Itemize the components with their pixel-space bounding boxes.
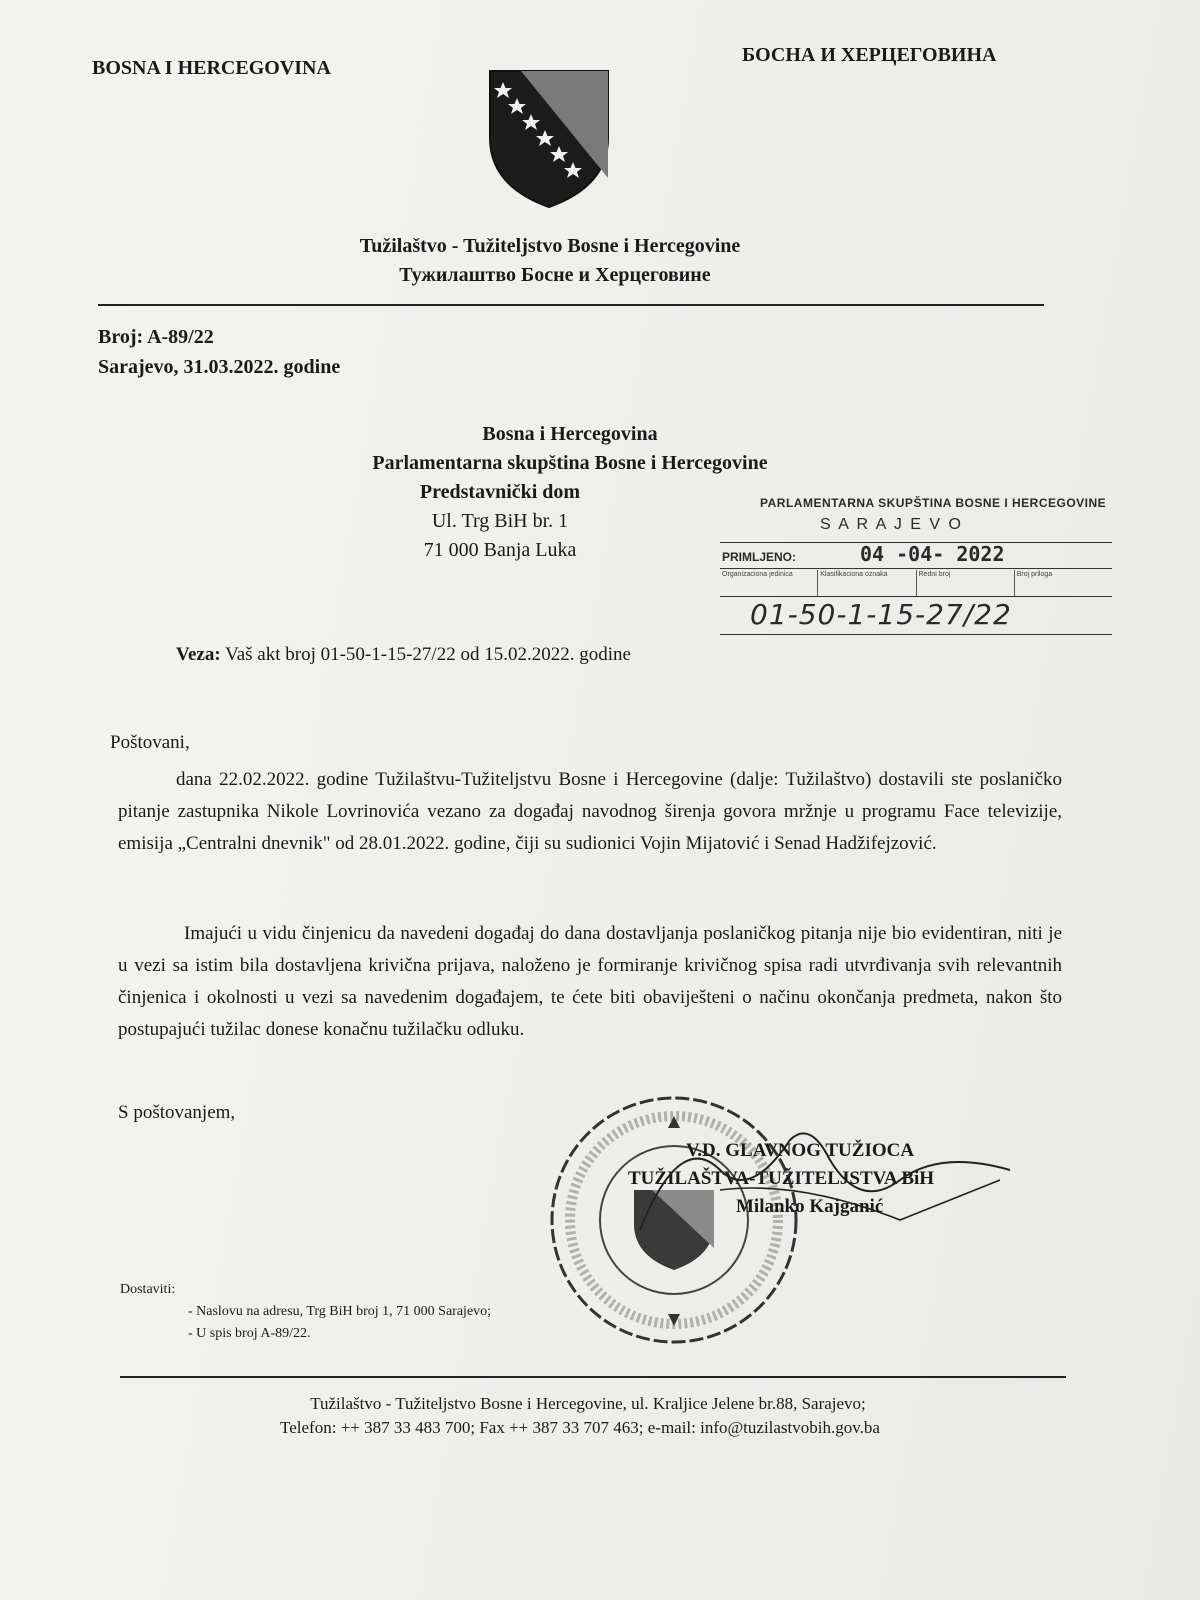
stamp-received-label: PRIMLJENO: (722, 550, 797, 564)
reference-place-date: Sarajevo, 31.03.2022. godine (98, 356, 341, 378)
coat-of-arms-icon (487, 68, 611, 210)
recipient-line4: Ul. Trg BiH br. 1 (431, 510, 569, 532)
received-stamp (720, 492, 1118, 646)
signature-title2: TUŽILAŠTVA-TUŽITELJSTVA BiH (628, 1168, 935, 1189)
country-latin: BOSNA I HERCEGOVINA (92, 57, 331, 79)
stamp-columns (720, 570, 1112, 596)
body-paragraph-2 (118, 918, 1062, 1046)
delivery-item2: - U spis broj A-89/22. (188, 1326, 311, 1341)
handwritten-signature-icon (600, 1110, 1020, 1250)
signature-title1: V.D. GLAVNOG TUŽIOCA (686, 1140, 915, 1161)
stamp-col-4: Broj priloga (1016, 571, 1053, 578)
institution-latin: Tužilaštvo - Tužiteljstvo Bosne i Hercegovine (359, 235, 741, 257)
stamp-line-bottom (720, 634, 1112, 635)
header-divider (98, 304, 1044, 306)
veza-text: Vaš akt broj 01-50-1-15-27/22 od 15.02.2022. godine (225, 644, 631, 665)
stamp-received-date: 04 -04- 2022 (860, 542, 1005, 566)
salutation: Poštovani, (110, 732, 190, 753)
delivery-label: Dostaviti: (120, 1282, 176, 1297)
country-cyrillic: БОСНА И ХЕРЦЕГОВИНА (742, 44, 997, 66)
stamp-line-low (720, 596, 1112, 597)
reference-number: Broj: A-89/22 (98, 326, 214, 348)
delivery-item1: - Naslovu na adresu, Trg BiH broj 1, 71 000 Sarajevo; (188, 1304, 492, 1319)
veza-label: Veza: (176, 644, 221, 665)
signature-name: Milanko Kajganić (736, 1196, 884, 1217)
footer-line2: Telefon: ++ 387 33 483 700; Fax ++ 387 33 707 463; e-mail: info@tuzilastvobih.gov.ba (280, 1418, 880, 1437)
paragraph-2-text: Imajući u vidu činjenicu da navedeni događaj do dana dostavljanja poslaničkog pitanja nije bio evidentiran, niti je u vezi sa istim bila dostavljena krivična prijava, naloženo je formiranje krivičnog spisa radi utvrđivanja svih relevantnih činjenica i okolnosti u vezi sa navedenim događajem, te ćete biti obaviješteni o načinu okončanja predmeta, nakon što postupajući tužilac donese konačnu tužilačku odluku. (118, 923, 1062, 1040)
closing: S poštovanjem, (118, 1102, 236, 1123)
recipient-line5: 71 000 Banja Luka (423, 539, 577, 561)
stamp-handwritten-number: 01-50-1-15-27/22 (750, 598, 1012, 631)
paragraph-1-text: dana 22.02.2022. godine Tužilaštvu-Tužiteljstvu Bosne i Hercegovine (dalje: Tužilaštvo) dostavili ste poslaničko pitanje zastupnika Nikole Lovrinovića vezano za događaj navodnog širenja govora mržnje u programu Face televizije, emisija „Centralni dnevnik" od 28.01.2022. godine, čiji su sudionici Vojin Mijatović i Senad Hadžifejzović. (118, 769, 1062, 854)
footer-divider (120, 1376, 1066, 1378)
recipient-line1: Bosna i Hercegovina (482, 423, 658, 445)
stamp-title: PARLAMENTARNA SKUPŠTINA BOSNE I HERCEGOVINE (760, 496, 1107, 510)
stamp-col-3: Redni broj (917, 570, 1015, 596)
footer-line1: Tužilaštvo - Tužiteljstvo Bosne i Hercegovine, ul. Kraljice Jelene br.88, Sarajevo; (310, 1394, 866, 1413)
institution-cyrillic: Тужилаштво Босне и Херцеговине (399, 264, 711, 286)
veza-line (176, 644, 631, 666)
stamp-line-mid (720, 568, 1112, 569)
stamp-col-1: Organizaciona jedinica (720, 570, 818, 596)
recipient-line2: Parlamentarna skupština Bosne i Hercegovine (372, 452, 768, 474)
stamp-city: S A R A J E V O (820, 516, 963, 533)
recipient-line3: Predstavnički dom (419, 481, 581, 503)
body-paragraph-1 (118, 764, 1062, 860)
stamp-col-2: Klasifikaciona oznaka (818, 570, 916, 596)
